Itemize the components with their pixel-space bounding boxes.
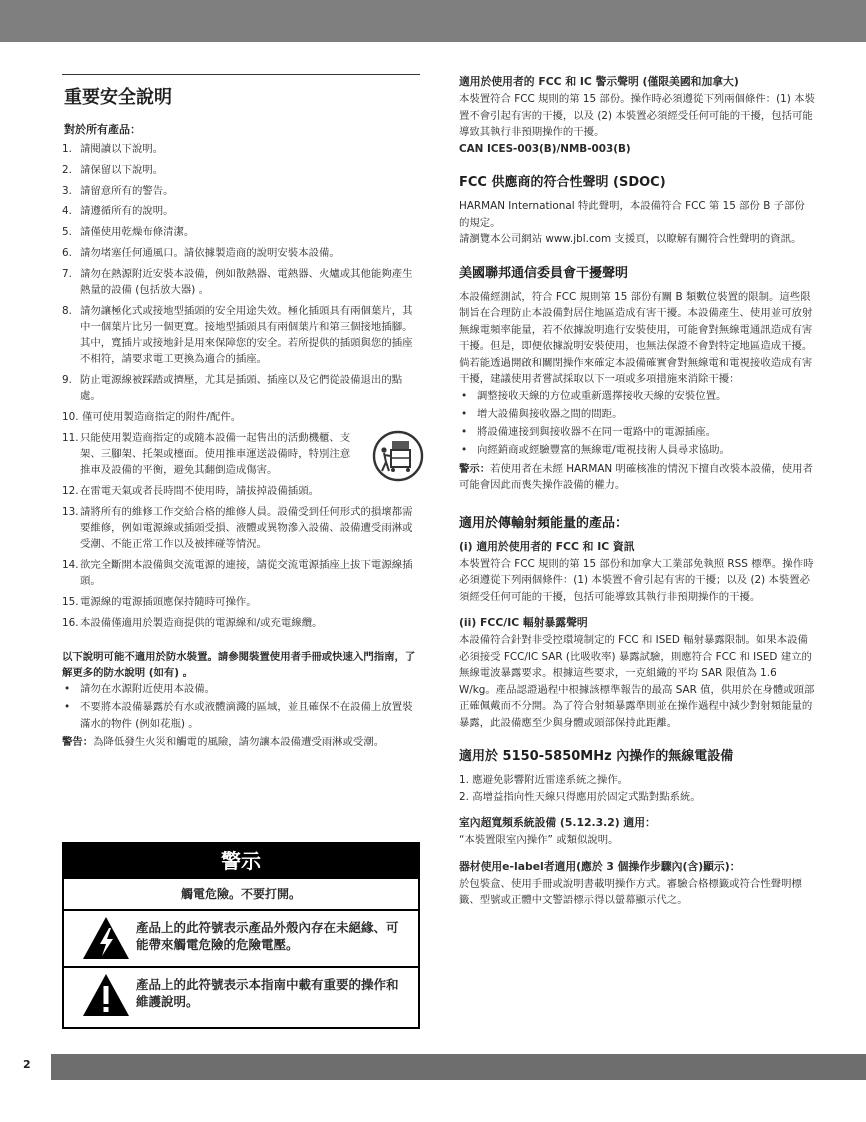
waterproof-intro: 以下說明可能不適用於防水裝置。請參閱裝置使用者手冊或快速入門指南，了解更多的防水說明 (如有) 。 xyxy=(62,651,416,680)
elabel-body: 於包裝盒、使用手冊或說明書載明操作方式。審驗合格標籤或符合性聲明標籤、型號或正體中文警語標示得以螢幕顯示代之。 xyxy=(459,877,802,907)
list-item: 4. 請遵循所有的說明。 xyxy=(62,205,174,218)
interference-warning: 警示：若使用者在未經 HARMAN 明確核准的情況下擅自改裝本設備，使用者可能會因此而喪失操作設備的權力。 xyxy=(459,462,813,492)
interference-heading: 美國聯邦通信委員會干擾聲明 xyxy=(459,265,629,281)
rf-heading: 適用於傳輸射頻能量的產品： xyxy=(459,515,629,531)
uwb-heading: 室內超寬頻系統設備 (5.12.3.2) 適用： xyxy=(459,816,656,830)
list-item: 11. 只能使用製造商指定的或隨本設備一起售出的活動機櫃、支架、三腳架、托架或檯面。使用推車運送設備時，特別注意推車及設備的平衡，避免其翻倒造成傷害。 xyxy=(62,430,420,479)
list-item: • 向經銷商或經驗豐富的無線電/電視技術人員尋求協助。 xyxy=(459,442,815,458)
list-item: 5. 請僅使用乾燥布條清潔。 xyxy=(62,226,195,239)
band-heading: 適用於 5150-5850MHz 內操作的無線電設備 xyxy=(459,749,734,765)
list-item: 12. 在雷電天氣或者長時間不使用時，請拔掉設備插頭。 xyxy=(62,485,319,498)
uwb-body: “本裝置限室內操作” 或類似說明。 xyxy=(459,834,619,847)
interference-body: 本設備經測試，符合 FCC 規則第 15 部份有關 B 類數位裝置的限制。這些限制旨在合理防止本設備對居住地區造成有害干擾。本設備產生、使用並可放射無線電頻率能量，若不依據說明進行安裝使用，可能會對無線電通訊造成有害干擾。但是，即便依據說明安裝使用，也無法保證不會對特定地區造成干擾。倘若能透過開啟和關閉操作來確定本設備確實會對無線電和電視接收造成有害干擾，建議使用者嘗試採取以下一項或多項措施來消除干擾： xyxy=(459,290,813,385)
list-item: • 不要將本設備暴露於有水或液體滴濺的區域，並且確保不在設備上放置裝滿水的物件 (例如花瓶) 。 xyxy=(62,699,420,732)
list-item: 7. 請勿在熱源附近安裝本設備，例如散熱器、電熱器、火爐或其他能夠產生熱量的設備 (包括放大器) 。 xyxy=(62,267,413,296)
elabel-heading: 器材使用e-label者適用(應於 3 個操作步驟內(含)顯示)： xyxy=(459,859,741,873)
right-column xyxy=(459,74,815,909)
rf-body-2: 本設備符合針對非受控環境制定的 FCC 和 ISED 輻射暴露限制。如果本設備必須接受 FCC/IC SAR (比吸收率) 暴露試驗，則應符合 FCC 和 ISED 建立的無線電波暴露要求。根據這些要求，一克組織的平均 SAR 限值為 1.6 W/kg。產品認證過程中根據該標準報告的最高 SAR 值，供用於在身體或頭部正確佩戴而不分開。為了符合射頻暴露準則並在操作過程中減少對射頻能量的暴露，此設備應至少與身體或頭部保持此距離。 xyxy=(459,634,815,729)
list-item: • 增大設備與接收器之間的間距。 xyxy=(459,406,815,422)
sdoc-body-1: HARMAN International 特此聲明，本設備符合 FCC 第 15 部份 B 子部份的規定。 xyxy=(459,200,805,229)
sdoc-body-2: 請瀏覽本公司網站 www.jbl.com 支援頁，以瞭解有關符合性聲明的資訊。 xyxy=(459,233,802,245)
list-item: 3. 請留意所有的警告。 xyxy=(62,184,174,197)
cart-tip-over-icon xyxy=(372,430,424,482)
list-item: 10. 僅可使用製造商指定的附件/配件。 xyxy=(62,411,242,424)
list-item: 1. 請閱讀以下說明。 xyxy=(62,143,164,155)
footer-bar xyxy=(51,1054,866,1080)
can-ices-label: CAN ICES-003(B)/NMB-003(B) xyxy=(459,142,631,155)
list-item: 8. 請勿讓極化式或接地型插頭的安全用途失效。極化插頭具有兩個葉片，其中一個葉片比另一個更寬。接地型插頭具有兩個葉片和第三個接地插腳。其中，寬插片或接地針是用來保障您的安全。若所提供的插頭與您的插座不相符，請要求電工更換為適合的插座。 xyxy=(62,304,413,366)
sdoc-heading: FCC 供應商的符合性聲明 (SDOC) xyxy=(459,175,666,190)
warning-box-heading: 警示 xyxy=(64,844,418,879)
rf-body-1: 本裝置符合 FCC 規則的第 15 部份和加拿大工業部免執照 RSS 標準。操作時必須遵從下列兩個條件：(1) 本裝置不會引起有害的干擾；以及 (2) 本裝置必須經受任何可能的干擾，包括可能導致其執行非預期操作的干擾。 xyxy=(459,557,814,603)
interference-bullets xyxy=(459,388,815,459)
for-all-products-heading: 對於所有產品： xyxy=(64,123,141,136)
fcc-ic-heading: 適用於使用者的 FCC 和 IC 警示聲明 (僅限美國和加拿大) xyxy=(459,75,739,88)
warning-row-voltage: 產品上的此符號表示產品外殼內存在未絕緣、可能帶來觸電危險的危險電壓。 xyxy=(64,911,418,968)
left-column xyxy=(62,74,420,751)
list-item: 13. 請將所有的維修工作交給合格的維修人員。設備受到任何形式的損壞都需要維修，例如電源線或插頭受損、液體或異物滲入設備、設備遭受雨淋或受潮、不能正常工作以及被摔碰等情況。 xyxy=(62,505,413,551)
water-bullets xyxy=(62,681,420,732)
list-item: 2. 請保留以下說明。 xyxy=(62,163,164,176)
safety-instructions-list xyxy=(62,141,420,631)
warning-box xyxy=(62,842,420,1029)
list-item: 14. 欲完全斷開本設備與交流電源的連接，請從交流電源插座上拔下電源線插頭。 xyxy=(62,559,413,588)
list-item: • 調整接收天線的方位或重新選擇接收天線的安裝位置。 xyxy=(459,388,815,404)
header-bar xyxy=(0,0,866,42)
page-title: 重要安全說明 xyxy=(64,87,172,108)
list-item: 15. 電源線的電源插頭應保持隨時可操作。 xyxy=(62,596,257,609)
rf-subheading-1: (i) 適用於使用者的 FCC 和 IC 資訊 xyxy=(459,539,635,553)
page-number: 2 xyxy=(23,1058,31,1071)
list-item: 9. 防止電源線被踩踏或擠壓，尤其是插頭、插座以及它們從設備退出的點處。 xyxy=(62,374,403,403)
exclamation-warning-icon xyxy=(82,973,130,1017)
rf-subheading-2: (ii) FCC/IC 輻射暴露聲明 xyxy=(459,616,588,630)
fcc-ic-body: 本裝置符合 FCC 規則的第 15 部份。操作時必須遵從下列兩個條件：(1) 本裝置不會引起有害的干擾，以及 (2) 本裝置必須經受任何可能的干擾，包括可能導致其執行非預期操作的干擾。 xyxy=(459,93,815,138)
band-item: 1. 應避免影響附近雷達系統之操作。 xyxy=(459,774,629,787)
warning-paragraph: 警告：為降低發生火災和觸電的風險，請勿讓本設備遭受雨淋或受潮。 xyxy=(62,736,385,749)
band-item: 2. 高增益指向性天線只得應用於固定式點對點系統。 xyxy=(459,790,701,803)
lightning-warning-icon xyxy=(82,916,130,960)
warning-box-subheading: 觸電危險。不要打開。 xyxy=(64,879,418,911)
list-item: 16. 本設備僅適用於製造商提供的電源線和/或充電線纜。 xyxy=(62,616,323,629)
list-item: • 將設備連接到與接收器不在同一電路中的電源插座。 xyxy=(459,424,815,440)
list-item: 6. 請勿堵塞任何通風口。請依據製造商的說明安裝本設備。 xyxy=(62,246,340,259)
list-item: • 請勿在水源附近使用本設備。 xyxy=(62,681,420,697)
warning-row-instructions: 產品上的此符號表示本指南中載有重要的操作和維護說明。 xyxy=(64,968,418,1023)
